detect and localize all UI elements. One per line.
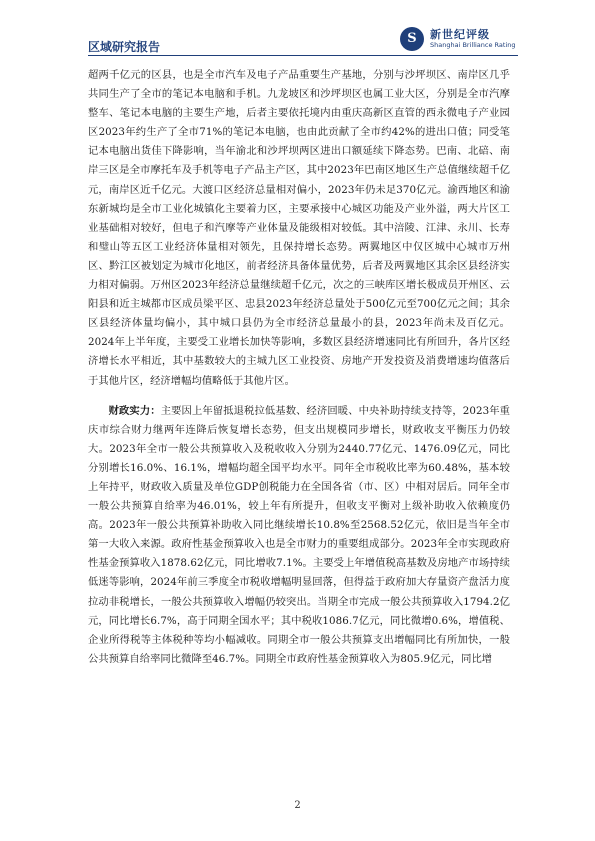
economy-paragraph: 超两千亿元的区县，也是全市汽车及电子产品重要生产基地，分别与沙坪坝区、南岸区几乎共同生产了全市的笔记本电脑和手机。九龙坡区和沙坪坝区也属工业大区，分别是全市汽摩整车、笔记本电脑的主要生产地，后者主要依托境内由重庆高新区直管的西永微电子产业园区2023年约生产了全市71%的笔记本电脑，也由此贡献了全市约42%的进出口值；同受笔记本电脑出货佳下降影响，当年渝北和沙坪坝两区进出口额延续下降态势。巴南、北碚、南岸三区是全市摩托车及手机等电子产品主产区，其中2023年巴南区地区生产总值继续超千亿元，南岸区近千亿元。大渡口区经济总量相对偏小，2023年仍未足370亿元。渝西地区和渝东新城均是全市工业化城镇化主要着力区，主要承接中心城区功能及产业外溢，两大片区工业基础相对较好，但电子和汽摩等产业体量及能级相对较低。其中涪陵、江津、永川、长寿和璧山等五区工业经济体量相对领先，且保持增长态势。两翼地区中仅区城中心城市万州区、黔江区被划定为城市化地区，前者经济具备体量优势，后者及两翼地区其余区县经济实力相对偏弱。万州区2023年经济总量继续超千亿元，次之的三峡库区增长极成员开州区、云阳县和近主城都市区成员梁平区、忠县2023年经济总量处于500亿元至700亿元之间；其余区县经济体量均偏小，其中城口县仍为全市经济总量最小的县，2023年尚未及百亿元。2024年上半年度，主要受工业增长加快等影响，多数区县经济增速同比有所回升，各片区经济增长水平相近，其中基数较大的主城九区工业投资、房地产开发投资及消费增速均值落后于其他片区，经济增幅均值略低于其他片区。	[88, 69, 510, 387]
fiscal-text: 主要因上年留抵退税拉低基数、经济回暖、中央补助持续支持等，2023年重庆市综合财力继两年连降后恢复增长态势，但支出规模同步增长，财政收支平衡压力仍较大。2023年全市一般公共预算收入及税收收入分别为2440.77亿元、1476.09亿元，同比分别增长16.0%、16.1%，增幅均超全国平均水平。同年全市税收比率为60.48%，基本较上年持平，财政收入质量及单位GDP创税能力在全国各省（市、区）中相对居后。同年全市一般公共预算自给率为46.01%，较上年有所提升，但收支平衡对上级补助收入依赖度仍高。2023年一般公共预算补助收入同比继续增长10.8%至2568.52亿元，依旧是当年全市第一大收入来源。政府性基金预算收入也是全市财力的重要组成部分。2023年全市实现政府性基金预算收入1878.62亿元，同比增收7.1%。主要受上年增值税高基数及房地产市场持续低迷等影响，2024年前三季度全市税收增幅明显回落，但得益于政府加大存量资产盘活力度拉动非税增长，一般公共预算收入增幅仍较突出。当期全市完成一般公共预算收入1794.2亿元，同比增长6.7%，高于同期全国水平；其中税收1086.7亿元，同比微增0.6%，增值税、企业所得税等主体税种等均小幅减收。同期全市一般公共预算支出增幅同比有所加快，一般公共预算自给率同比微降至46.7%。同期全市政府性基金预算收入为805.9亿元，同比增	[88, 404, 511, 665]
page-number: 2	[294, 800, 301, 811]
fiscal-paragraph	[88, 402, 510, 669]
brand-logo	[400, 26, 530, 56]
logo-emblem-icon: S	[400, 27, 424, 51]
logo-english-name: Shanghai Brilliance Rating	[430, 41, 516, 49]
document-body	[88, 66, 510, 669]
logo-chinese-name: 新世纪评级	[430, 28, 490, 41]
report-title: 区域研究报告	[88, 40, 161, 54]
fiscal-heading: 财政实力：	[108, 404, 161, 417]
page-header	[0, 0, 595, 60]
